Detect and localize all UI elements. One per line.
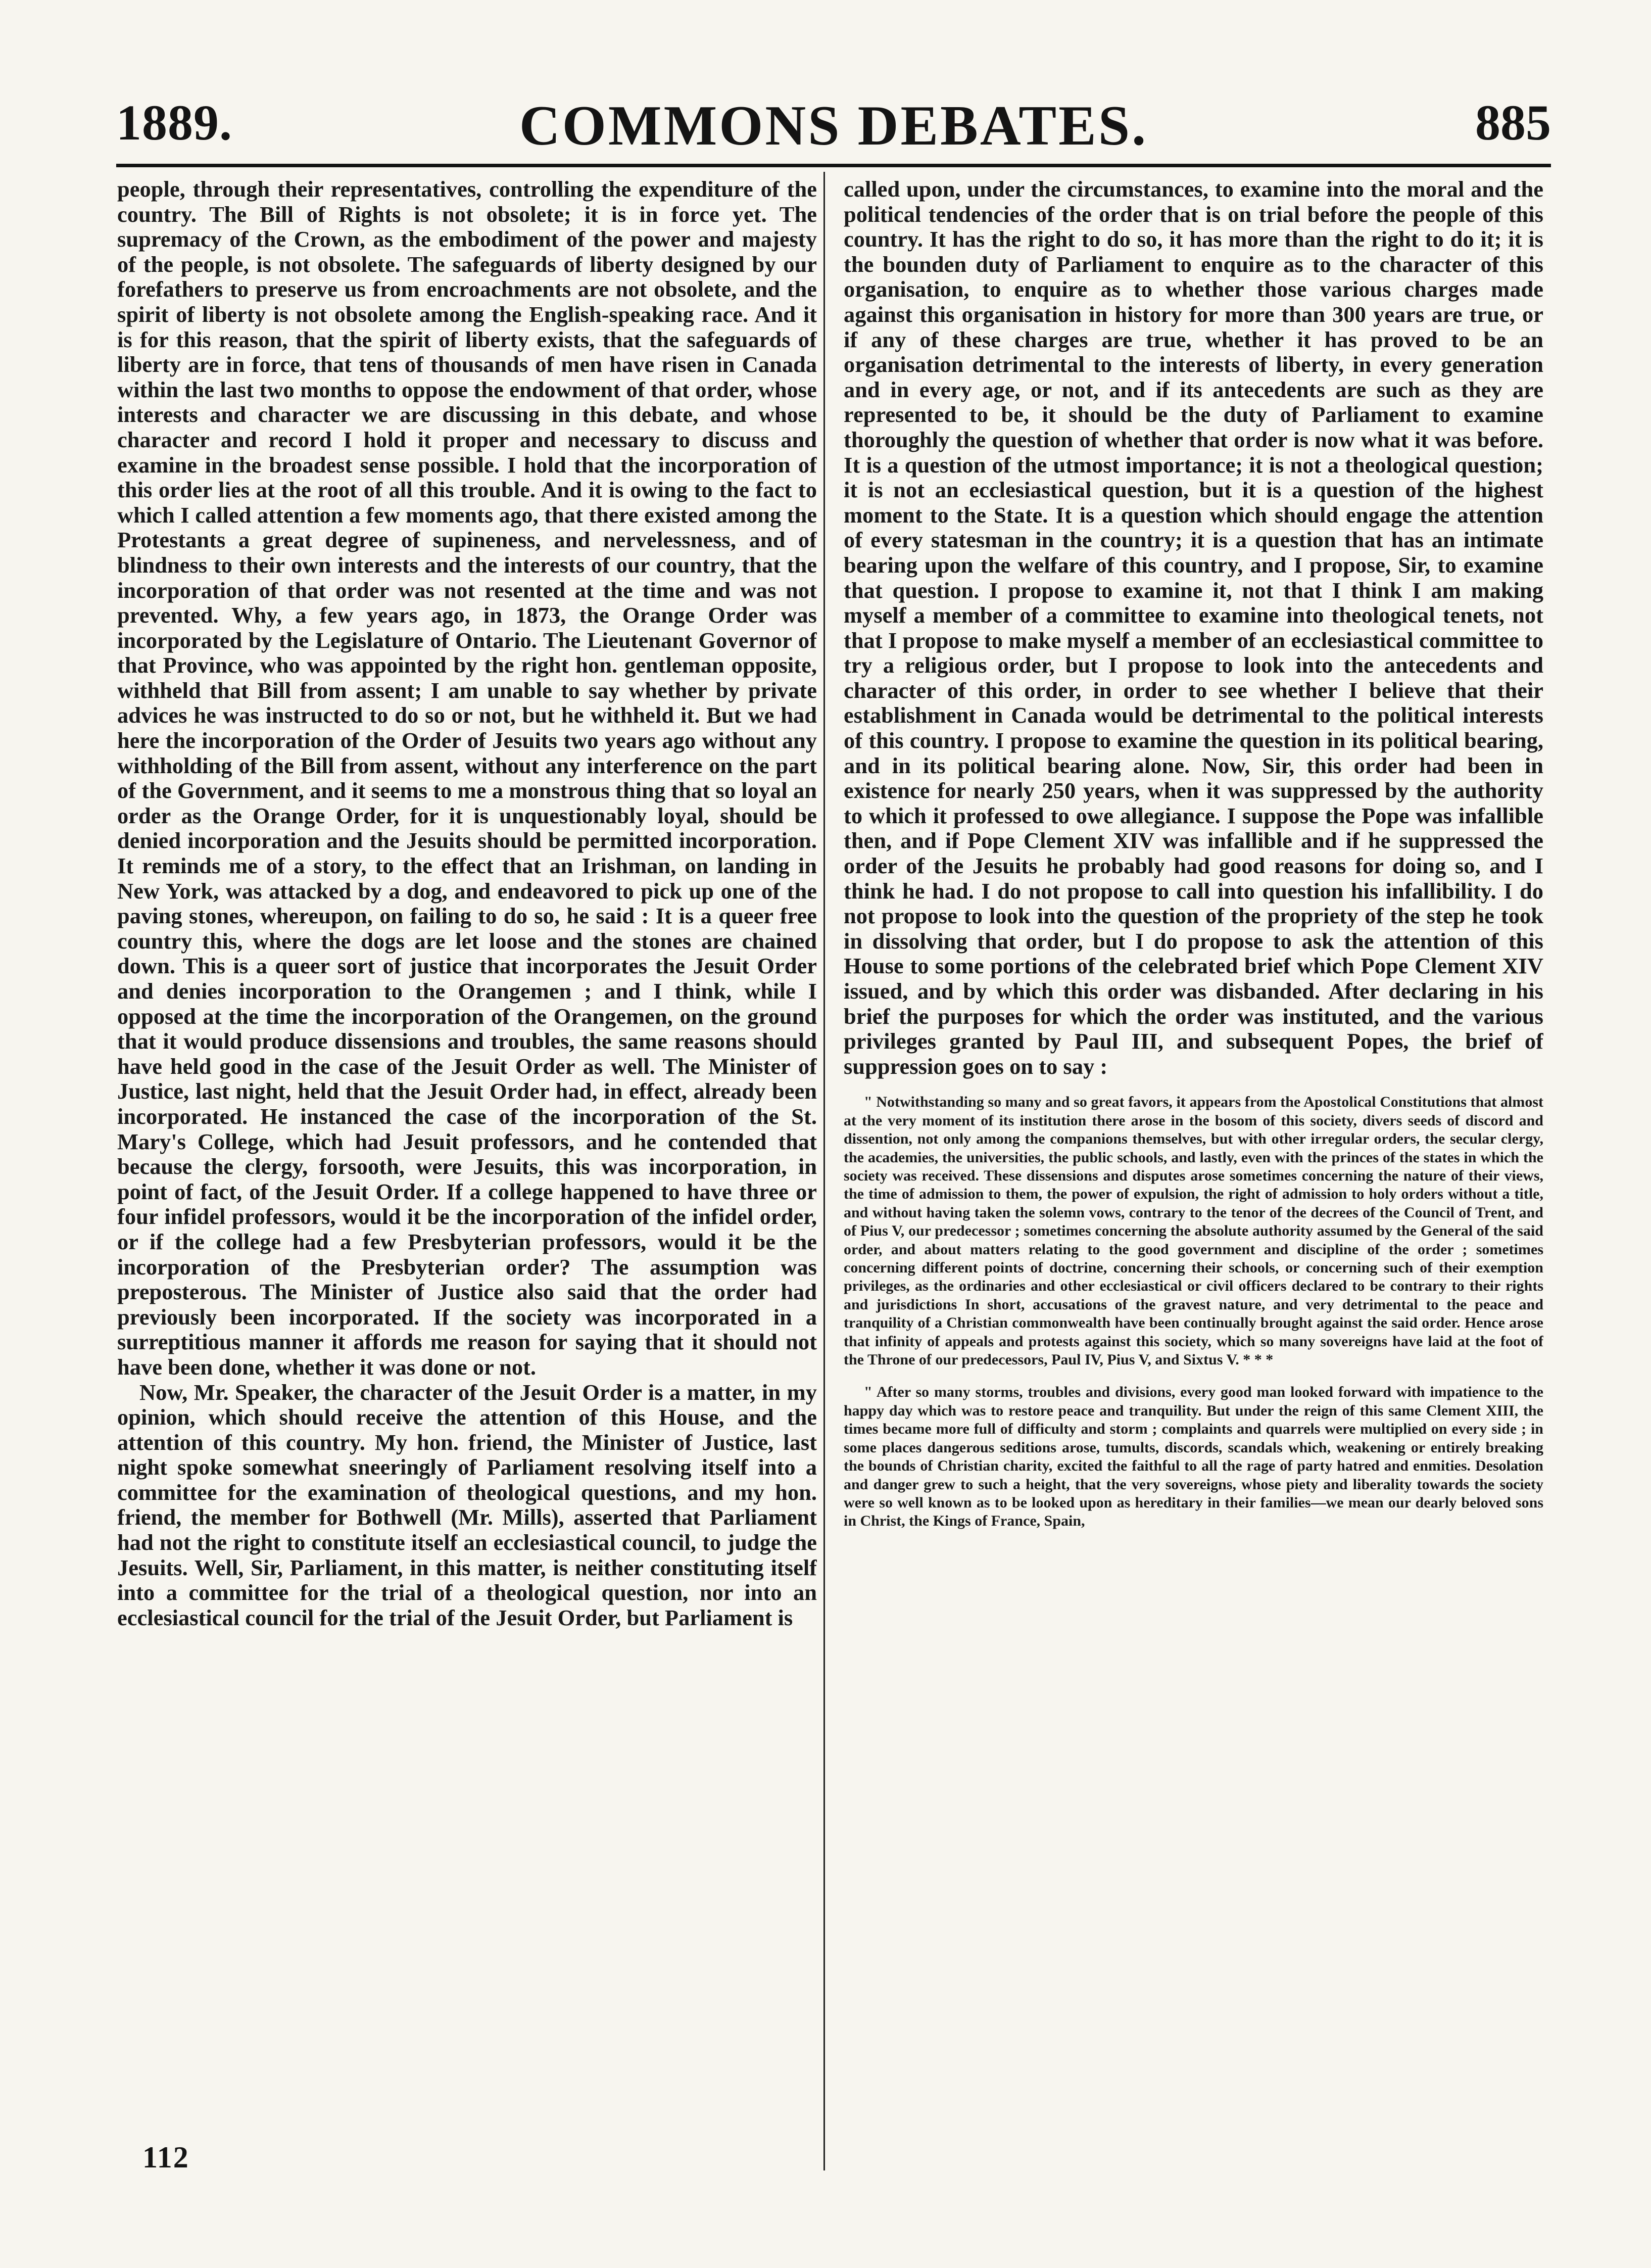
header-year: 1889.: [116, 94, 232, 151]
right-paragraph-1: called upon, under the circumstances, to examine into the moral and the political tendencies of the order that is on trial before the people of this country. It has the right to do so, it has more than the right to do it; it is the bounden duty of Parliament to enquire as to the character of this organisation, to enquire as to whether those various charges made against this organisation in history for more than 300 years are true, or if any of these charges are true, whether it has proved to be an organisation detrimental to the interests of liberty, in every generation and in every age, or not, and if its antecedents are such as they are represented to be, it should be the duty of Parliament to examine thoroughly the question of whether that order is now what it was before. It is a question of the utmost importance; it is not a theological question; it is not an ecclesiastical question, but it is a question of the highest moment to the State. It is a question which should engage the attention of every statesman in the country; it is a question that has an intimate bearing upon the welfare of this country, and I propose, Sir, to examine that question. I propose to examine it, not that I think I am making myself a member of a committee to examine into theological tenets, not that I propose to make myself a member of an ecclesiastical committee to try a religious order, but I propose to look into the antecedents and character of this order, in order to see whether I believe that their establishment in Canada would be detrimental to the political interests of this country. I propose to examine the question in its political bearing, and in its political bearing alone. Now, Sir, this order had been in existence for nearly 250 years, when it was suppressed by the authority to which it professed to owe allegiance. I suppose the Pope was infallible then, and if Pope Clement XIV was infallible and if he suppressed the order of the Jesuits he probably had good reasons for doing so, and I think he had. I do not propose to call into question his infallibility. I do not propose to look into the question of the propriety of the step he took in dissolving that order, but I do propose to ask the attention of this House to some portions of the celebrated brief which Pope Clement XIV issued, and by which this order was disbanded. After declaring in his brief the purposes for which the order was instituted, and the various privileges granted by Paul III, and subsequent Popes, the brief of suppression goes on to say :: [844, 177, 1543, 1079]
header-title: COMMONS DEBATES.: [519, 94, 1148, 157]
left-paragraph-1: people, through their representatives, controlling the expenditure of the country. The Bill of Rights is not obsolete; it is in force yet. The supremacy of the Crown, as the embodiment of the power and majesty of the people, is not obsolete. The safeguards of liberty designed by our forefathers to preserve us from encroachments are not obsolete, and the spirit of liberty is not obsolete among the English-speaking race. And it is for this reason, that the spirit of liberty exists, that the safeguards of liberty are in force, that tens of thousands of men have risen in Canada within the last two months to oppose the endowment of that order, whose interests and character we are discussing in this debate, and whose character and record I hold it proper and necessary to discuss and examine in the broadest sense possible. I hold that the incorporation of this order lies at the root of all this trouble. And it is owing to the fact to which I called attention a few moments ago, that there existed among the Protestants a great degree of supineness, and nervelessness, and of blindness to their own interests and the interests of our country, that the incorporation of that order was not resented at the time and was not prevented. Why, a few years ago, in 1873, the Orange Order was incorporated by the Legislature of Ontario. The Lieutenant Governor of that Province, who was appointed by the right hon. gentleman opposite, withheld that Bill from assent; I am unable to say whether by private advices he was instructed to do so or not, but he withheld it. But we had here the incorporation of the Order of Jesuits two years ago without any withholding of the Bill from assent, without any interference on the part of the Government, and it seems to me a monstrous thing that so loyal an order as the Orange Order, for it is unquestionably loyal, should be denied incorporation and the Jesuits should be permitted incorporation. It reminds me of a story, to the effect that an Irishman, on landing in New York, was attacked by a dog, and endeavored to pick up one of the paving stones, whereupon, on failing to do so, he said : It is a queer free country this, where the dogs are let loose and the stones are chained down. This is a queer sort of justice that incorporates the Jesuit Order and denies incorporation to the Orangemen ; and I think, while I opposed at the time the incorporation of the Orangemen, on the ground that it would produce dissensions and troubles, the same reasons should have held good in the case of the Jesuit Order as well. The Minister of Justice, last night, held that the Jesuit Order had, in effect, already been incorporated. He instanced the case of the incorporation of the St. Mary's College, which had Jesuit professors, and he contended that because the clergy, forsooth, were Jesuits, this was incorporation, in point of fact, of the Jesuit Order. If a college happened to have three or four infidel professors, would it be the incorporation of the infidel order, or if the college had a few Presbyterian professors, would it be the incorporation of the Presbyterian order? The assumption was preposterous. The Minister of Justice also said that the order had previously been incorporated. If the society was incorporated in a surreptitious manner it affords me reason for saying that it should not have been done, whether it was done or not.: [117, 177, 817, 1380]
quotation-2: " After so many storms, troubles and divisions, every good man looked forward with impatience to the happy day which was to restore peace and tranquility. But under the reign of this same Clement XIII, the times became more full of difficulty and storm ; complaints and quarrels were multiplied on every side ; in some places dangerous seditions arose, tumults, discords, scandals which, weakening or entirely breaking the bounds of Christian charity, excited the faithful to all the rage of party hatred and enmities. Desolation and danger grew to such a height, that the very sovereigns, whose piety and liberality towards the society were so well known as to be looked upon as hereditary in their families—we mean our dearly beloved sons in Christ, the Kings of France, Spain,: [844, 1384, 1543, 1530]
left-column: [117, 177, 817, 2143]
signature-mark: 112: [142, 2141, 189, 2174]
header-rule: [116, 164, 1551, 167]
column-divider: [823, 172, 825, 2170]
left-paragraph-2: Now, Mr. Speaker, the character of the Jesuit Order is a matter, in my opinion, which should receive the attention of this House, and the attention of this country. My hon. friend, the Minister of Justice, last night spoke somewhat sneeringly of Parliament resolving itself into a committee for the examination of theological questions, and my hon. friend, the member for Bothwell (Mr. Mills), asserted that Parliament had not the right to constitute itself an ecclesiastical council, to judge the Jesuits. Well, Sir, Parliament, in this matter, is neither constituting itself into a committee for the trial of a theological question, nor into an ecclesiastical council for the trial of the Jesuit Order, but Parliament is: [117, 1379, 817, 1630]
quotation-1: " Notwithstanding so many and so great favors, it appears from the Apostolical Constitutions that almost at the very moment of its institution there arose in the bosom of this society, divers seeds of discord and dissention, not only among the companions themselves, but with other irregular orders, the secular clergy, the academies, the universities, the public schools, and lastly, even with the princes of the states in which the society was received. These dissensions and disputes arose sometimes concerning the nature of their views, the time of admission to them, the power of expulsion, the right of admission to holy orders without a title, and without having taken the solemn vows, contrary to the tenor of the decrees of the Council of Trent, and of Pius V, our predecessor ; sometimes concerning the absolute authority assumed by the General of the said order, and about matters relating to the good government and discipline of the order ; sometimes concerning different points of doctrine, concerning their schools, or concerning such of their exemption privileges, as the ordinaries and other ecclesiastical or civil officers declared to be contrary to their rights and jurisdictions In short, accusations of the gravest nature, and very detrimental to the peace and tranquility of a Christian commonwealth have been continually brought against the said order. Hence arose that infinity of appeals and protests against this society, which so many sovereigns have laid at the foot of the Throne of our predecessors, Paul IV, Pius V, and Sixtus V. * * *: [844, 1094, 1543, 1368]
header-page-number: 885: [1475, 94, 1551, 151]
right-column: [844, 177, 1543, 2173]
page-header: [116, 93, 1551, 159]
